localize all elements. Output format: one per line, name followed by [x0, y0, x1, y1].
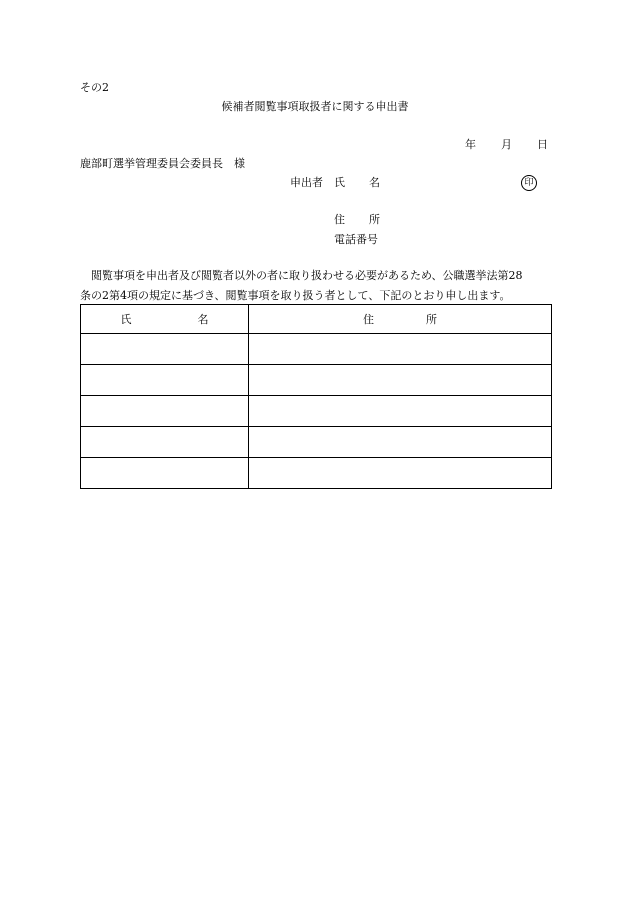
address-cell[interactable] — [249, 427, 552, 458]
header-name-char-2: 名 — [197, 313, 209, 326]
table-row — [81, 365, 552, 396]
table-row — [81, 334, 552, 365]
name-cell[interactable] — [81, 334, 249, 365]
name-cell[interactable] — [81, 427, 249, 458]
header-address-char-1: 住 — [363, 313, 374, 326]
date-day-label: 日 — [537, 138, 548, 151]
address-cell[interactable] — [249, 334, 552, 365]
header-address — [249, 305, 552, 334]
name-char-1: 氏 — [334, 176, 345, 189]
table-row — [81, 427, 552, 458]
applicant-label: 申出者 — [290, 176, 323, 189]
header-address-char-2: 所 — [426, 313, 437, 326]
address-cell[interactable] — [249, 458, 552, 489]
address-cell[interactable] — [249, 365, 552, 396]
header-name — [81, 305, 249, 334]
date-month-label: 月 — [501, 138, 512, 151]
name-char-2: 名 — [369, 176, 380, 189]
date-year-label: 年 — [465, 138, 476, 151]
addressee: 鹿部町選挙管理委員会委員長 様 — [80, 157, 245, 170]
body-line-1: 閲覧事項を申出者及び閲覧者以外の者に取り扱わせる必要があるため、公職選挙法第28 — [80, 269, 523, 282]
applicant-tel-label: 電話番号 — [334, 233, 378, 246]
address-char-1: 住 — [334, 213, 345, 226]
table-header-row — [81, 305, 552, 334]
body-paragraph — [80, 266, 555, 306]
document-title: 候補者閲覧事項取扱者に関する申出書 — [221, 100, 409, 113]
table-row — [81, 458, 552, 489]
address-cell[interactable] — [249, 396, 552, 427]
seal-mark: 印 — [521, 175, 537, 191]
name-cell[interactable] — [81, 458, 249, 489]
header-name-char-1: 氏 — [120, 313, 132, 326]
form-number: その2 — [80, 81, 109, 94]
name-cell[interactable] — [81, 365, 249, 396]
table-row — [81, 396, 552, 427]
applicant-name-label — [334, 176, 404, 190]
name-cell[interactable] — [81, 396, 249, 427]
handler-table — [80, 304, 552, 489]
applicant-address-label — [334, 213, 404, 227]
address-char-2: 所 — [369, 213, 380, 226]
body-line-2: 条の2第4項の規定に基づき、閲覧事項を取り扱う者として、下記のとおり申し出ます。 — [80, 289, 511, 302]
